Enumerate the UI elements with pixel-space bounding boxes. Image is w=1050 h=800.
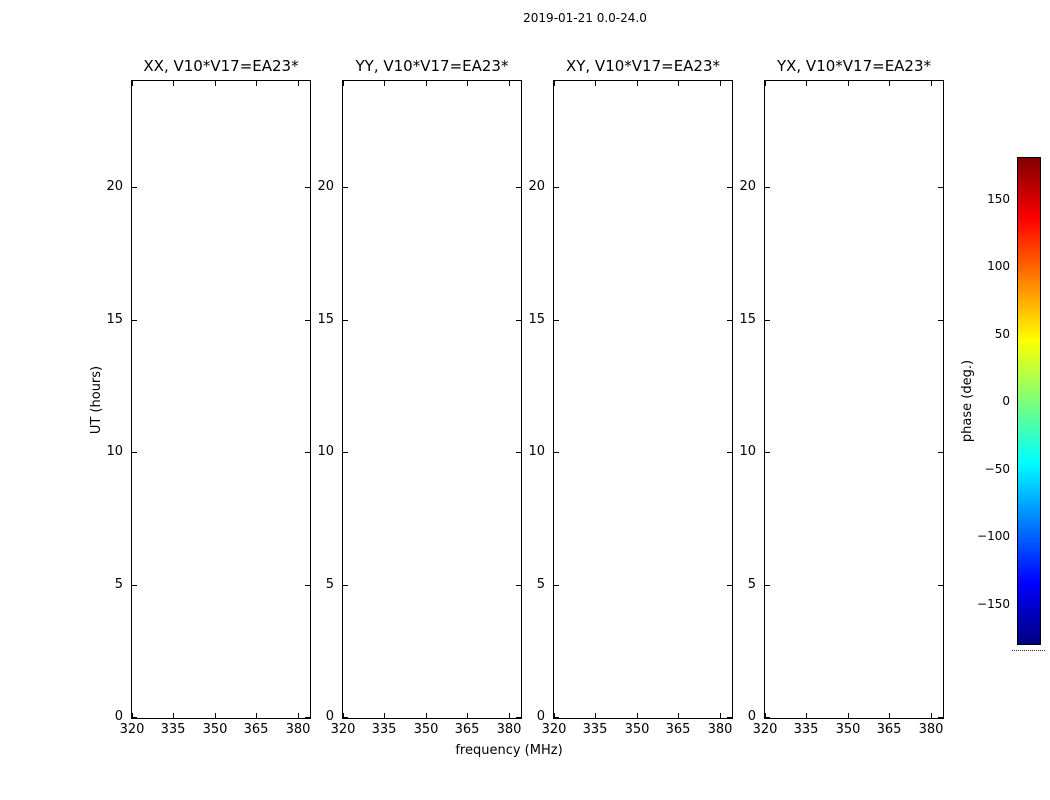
y-tick-label: 5 [747,577,756,592]
y-tick-mark [343,187,348,188]
x-tick-label: 320 [119,722,145,737]
x-tick-mark [678,713,679,718]
y-tick-mark [765,187,770,188]
x-tick-label: 350 [624,722,650,737]
y-tick-label: 20 [317,179,334,194]
y-tick-mark [554,320,559,321]
subplot-title-yy: YY, V10*V17=EA23* [355,57,509,75]
colorbar-tick-label: −150 [977,597,1010,611]
x-tick-label: 380 [918,722,944,737]
x-tick-label: 350 [202,722,228,737]
subplot-axes-xy [553,80,733,719]
subplot-axes-yx [764,80,944,719]
colorbar [1017,157,1041,645]
colorbar-tick-label: 100 [987,259,1010,273]
y-tick-label: 20 [106,179,123,194]
x-tick-mark [637,81,638,86]
subplot-title-yx: YX, V10*V17=EA23* [776,57,932,75]
x-tick-label: 365 [665,722,691,737]
y-tick-mark [343,717,348,718]
figure-title: 2019-01-21 0.0-24.0 [523,11,647,25]
y-tick-mark [343,320,348,321]
x-tick-mark [848,713,849,718]
x-tick-label: 380 [707,722,733,737]
y-tick-label: 15 [317,312,334,327]
x-tick-mark [806,713,807,718]
subplot-title-xy: XY, V10*V17=EA23* [565,57,721,75]
x-tick-mark [173,81,174,86]
x-tick-mark [720,81,721,86]
x-tick-label: 350 [835,722,861,737]
y-tick-label: 15 [528,312,545,327]
x-tick-mark [509,81,510,86]
x-tick-label: 320 [752,722,778,737]
y-tick-mark [343,585,348,586]
x-tick-mark [848,81,849,86]
y-tick-mark [938,452,943,453]
y-tick-mark [132,717,137,718]
colorbar-tick-label: 0 [1002,394,1010,408]
x-tick-mark [554,81,555,86]
y-tick-mark [765,452,770,453]
y-tick-mark [938,187,943,188]
x-tick-mark [173,713,174,718]
y-tick-label: 15 [739,312,756,327]
colorbar-tick-label: 150 [987,192,1010,206]
y-tick-mark [132,452,137,453]
y-tick-mark [132,320,137,321]
x-tick-mark [889,81,890,86]
x-tick-mark [931,713,932,718]
x-tick-mark [931,81,932,86]
x-tick-mark [215,81,216,86]
y-tick-label: 20 [739,179,756,194]
x-tick-mark [637,713,638,718]
y-tick-mark [765,320,770,321]
x-tick-mark [678,81,679,86]
x-tick-label: 380 [496,722,522,737]
y-tick-mark [765,717,770,718]
colorbar-tick-label: −50 [984,462,1010,476]
x-tick-mark [132,81,133,86]
y-tick-mark [554,452,559,453]
colorbar-dotted-line [1012,650,1045,651]
x-tick-mark [298,81,299,86]
x-tick-label: 380 [285,722,311,737]
y-tick-mark [132,187,137,188]
x-tick-mark [384,713,385,718]
y-tick-mark [343,452,348,453]
x-tick-mark [467,81,468,86]
x-axis-label: frequency (MHz) [455,743,563,758]
y-tick-label: 5 [114,577,123,592]
x-tick-label: 335 [371,722,397,737]
x-tick-label: 320 [330,722,356,737]
x-tick-mark [889,713,890,718]
colorbar-tick-label: 50 [994,327,1010,341]
x-tick-mark [765,81,766,86]
y-tick-label: 0 [747,709,756,724]
y-tick-mark [554,187,559,188]
y-tick-label: 0 [114,709,123,724]
x-tick-mark [343,81,344,86]
x-tick-mark [595,81,596,86]
y-tick-mark [938,320,943,321]
y-tick-mark [554,717,559,718]
x-tick-mark [426,713,427,718]
x-tick-mark [384,81,385,86]
x-tick-mark [215,713,216,718]
x-tick-label: 320 [541,722,567,737]
x-tick-mark [595,713,596,718]
y-tick-label: 5 [536,577,545,592]
subplot-title-xx: XX, V10*V17=EA23* [143,57,299,75]
y-tick-label: 10 [739,444,756,459]
x-tick-label: 335 [582,722,608,737]
x-tick-label: 365 [876,722,902,737]
y-tick-label: 15 [106,312,123,327]
y-tick-label: 0 [536,709,545,724]
y-tick-mark [132,585,137,586]
x-tick-label: 365 [454,722,480,737]
x-tick-mark [256,81,257,86]
subplot-axes-yy [342,80,522,719]
x-tick-mark [256,713,257,718]
x-tick-mark [806,81,807,86]
x-tick-label: 335 [793,722,819,737]
y-tick-label: 20 [528,179,545,194]
y-tick-label: 5 [325,577,334,592]
colorbar-axis-label: phase (deg.) [960,359,975,443]
y-tick-mark [765,585,770,586]
subplot-axes-xx [131,80,311,719]
x-tick-label: 350 [413,722,439,737]
colorbar-tick-label: −100 [977,529,1010,543]
x-tick-mark [426,81,427,86]
y-tick-mark [938,585,943,586]
y-tick-label: 10 [106,444,123,459]
x-tick-label: 365 [243,722,269,737]
x-tick-label: 335 [160,722,186,737]
y-tick-mark [938,717,943,718]
y-tick-label: 0 [325,709,334,724]
y-tick-mark [554,585,559,586]
y-tick-label: 10 [528,444,545,459]
y-tick-label: 10 [317,444,334,459]
y-axis-label: UT (hours) [89,365,104,435]
x-tick-mark [467,713,468,718]
